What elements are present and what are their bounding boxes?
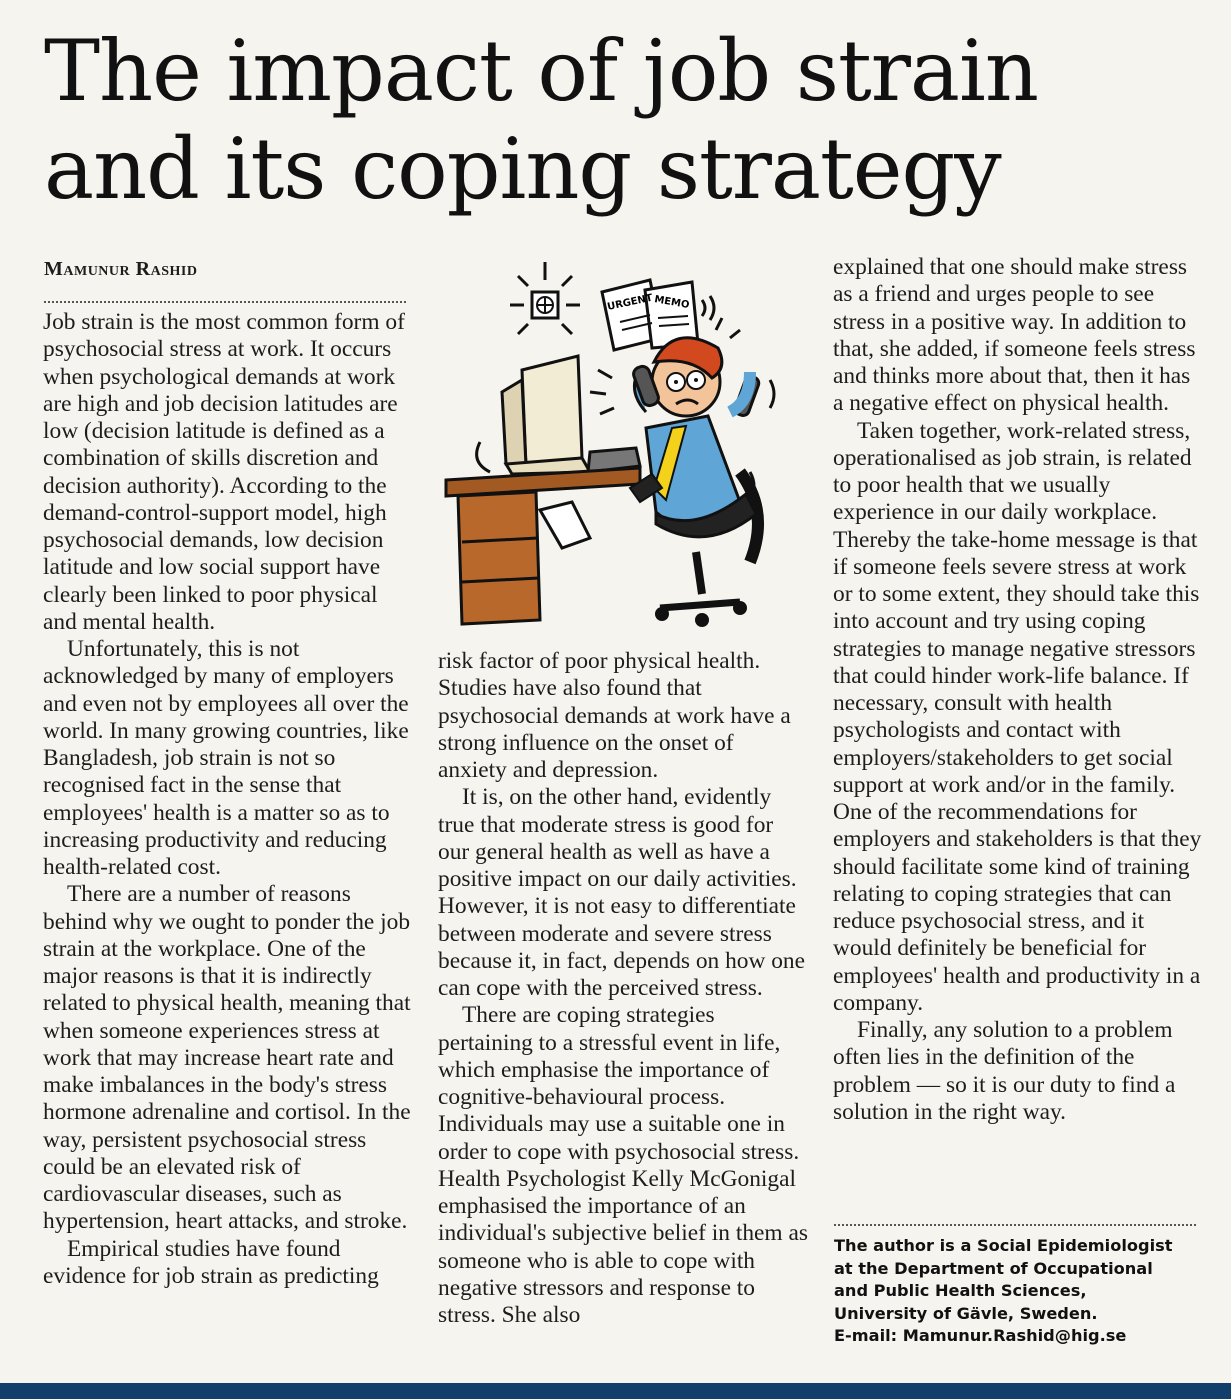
computer-monitor-icon	[477, 356, 590, 474]
paragraph: Empirical studies have found evidence for job strain as predicting	[43, 1235, 379, 1289]
byline: Mamunur Rashid	[44, 258, 198, 280]
paragraph: There are a number of reasons behind why we ought to ponder the job strain at the workplace. One of the major reasons is that it is indirectly related to physical health, meaning that when someone experiences stress at work that may increase heart rate and make imbalances in the body's stress hormone adrenaline and cortisol. In the way, persistent psychosocial stress could be an elevated risk of cardiovascular diseases, such as hypertension, heart attacks, and stroke.	[43, 881, 411, 1235]
paragraph: Unfortunately, this is not acknowledged by many of employers and even not by employees all over the world. In many growing countries, like Bangladesh, job strain is not so recognised fact in the sense that employees' health is a matter so as to increasing productivity and reducing health-related cost.	[43, 636, 409, 880]
article-column-3	[833, 254, 1203, 1126]
author-note-divider	[834, 1224, 1196, 1226]
paragraph: There are coping strategies pertaining to a stressful event in life, which emphasise the importance of cognitive-behavioural process. Individuals may use a suitable one in order to cope with psychosocial stress. Health Psychologist Kelly McGonigal emphasised the importance of an individual's subjective belief in them as someone who is able to cope with negative stressors and response to stress. She also	[438, 1002, 808, 1328]
author-note-line: and Public Health Sciences,	[834, 1281, 1087, 1300]
author-email: E-mail: Mamunur.Rashid@hig.se	[834, 1326, 1127, 1345]
stressed-office-worker-illustration	[440, 252, 810, 632]
byline-divider	[44, 301, 406, 303]
author-note-line: at the Department of Occupational	[834, 1258, 1153, 1278]
author-note-line: The author is a Social Epidemiologist	[834, 1236, 1173, 1255]
clock-icon	[510, 262, 580, 334]
paragraph: Taken together, work-related stress, operationalised as job strain, is related to poor health that we usually experience in our daily workplace. Thereby the take-home message is that if someone feels severe stress at work or to some extent, they should take this into account and try using coping strategies to manage negative stressors that could hinder work-life balance. If necessary, consult with health psychologists and contact with employers/stakeholders to get social support at work and/or in the family. One of the recommendations for employers and stakeholders is that they should facilitate some kind of training relating to coping strategies that can reduce psychosocial stress, and it would definitely be beneficial for employees' health and productivity in a company.	[833, 417, 1202, 1016]
paragraph: Job strain is the most common form of psychosocial stress at work. It occurs when psychological demands at work are high and job decision latitudes are low (decision latitude is defined as a combination of skills discretion and decision authority). According to the demand-control-support model, high psychosocial demands, low decision latitude and low social support have clearly been linked to poor physical and mental health.	[43, 309, 405, 635]
urgent-label: URGENT	[606, 292, 654, 313]
desk-icon	[446, 468, 640, 624]
paragraph: It is, on the other hand, evidently true that moderate stress is good for our general health as well as have a positive impact on our daily activities. However, it is not easy to differentiate between moderate and severe stress because it, in fact, depends on how one can cope with the perceived stress.	[438, 784, 805, 1001]
paragraph: explained that one should make stress as a friend and urges people to see stress in a positive way. In addition to that, she added, if someone feels stress and thinks more about that, then it has a negative effect on physical health.	[833, 254, 1196, 417]
paragraph: risk factor of poor physical health. Studies have also found that psychosocial demands at work have a strong influence on the onset of anxiety and depression.	[438, 648, 791, 783]
article-column-1	[43, 309, 411, 1290]
paragraph: Finally, any solution to a problem often lies in the definition of the problem — so it is our duty to find a solution in the right way.	[833, 1017, 1176, 1125]
author-note-line: University of Gävle, Sweden.	[834, 1303, 1098, 1323]
article-column-2	[438, 648, 808, 1329]
memo-label: MEMO	[653, 294, 691, 312]
headline: The impact of job strain and its coping strategy	[44, 22, 1038, 218]
author-note	[834, 1235, 1214, 1348]
stressed-man-icon	[590, 318, 774, 537]
page-footer-bar	[0, 1383, 1231, 1399]
